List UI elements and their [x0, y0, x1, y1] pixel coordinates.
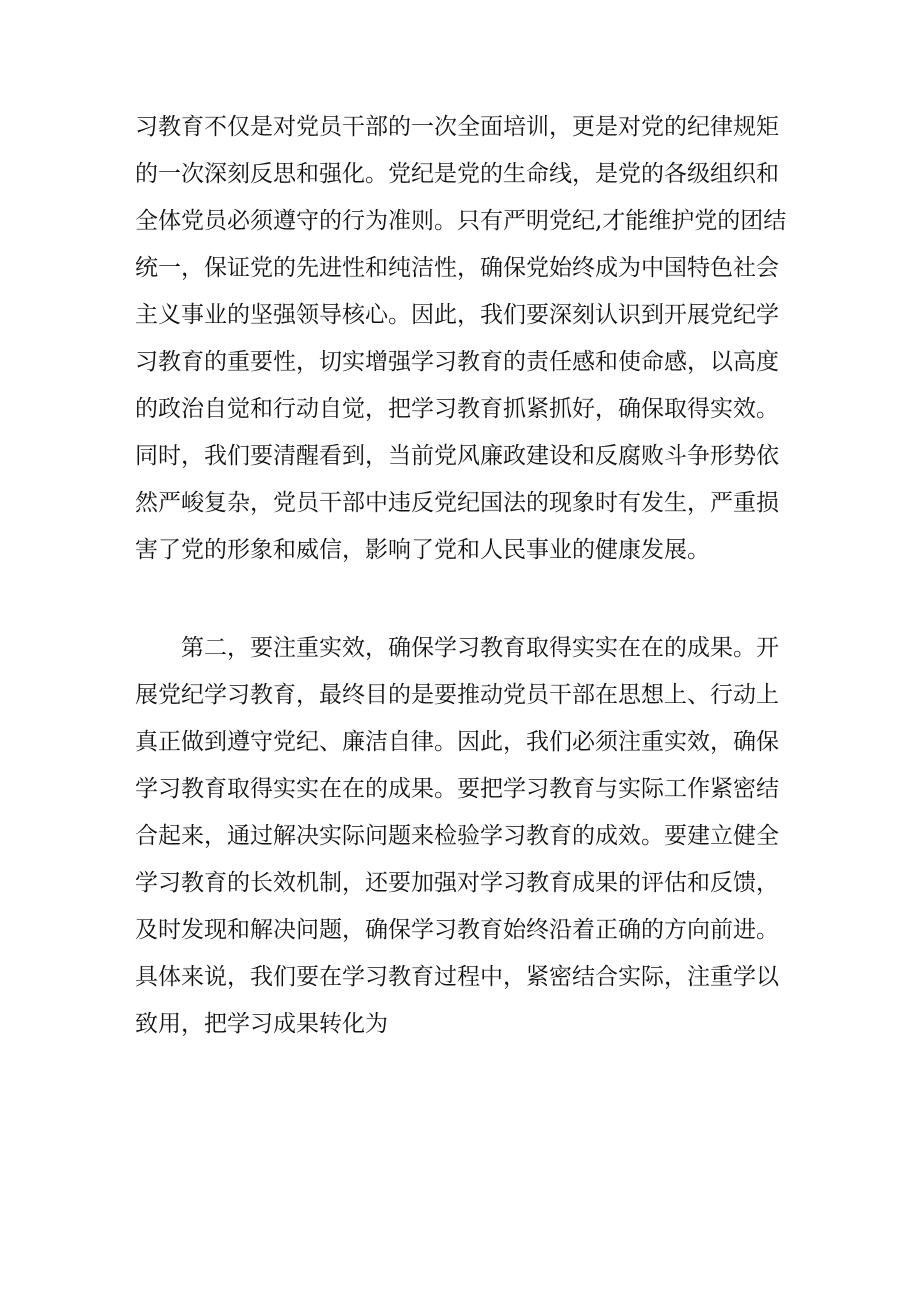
paragraph-1 — [135, 104, 795, 574]
paragraph-line: 第二，要注重实效，确保学习教育取得实实在在的成果。开 — [135, 635, 779, 661]
paragraph-line: 具体来说，我们要在学习教育过程中，紧密结合实际，注重学以 — [135, 964, 779, 990]
paragraph-line: 害了党的形象和威信，影响了党和人民事业的健康发展。 — [135, 537, 710, 563]
paragraph-line: 统一，保证党的先进性和纯洁性，确保党始终成为中国特色社会 — [135, 255, 779, 281]
paragraph-line: 真正做到遵守党纪、廉洁自律。因此，我们必须注重实效，确保 — [135, 729, 779, 755]
paragraph-line: 全体党员必须遵守的行为准则。只有严明党纪,才能维护党的团结 — [135, 208, 787, 234]
paragraph-line: 主义事业的坚强领导核心。因此，我们要深刻认识到开展党纪学 — [135, 302, 779, 328]
paragraph-line: 致用，把学习成果转化为 — [135, 1011, 388, 1037]
paragraph-line: 学习教育的长效机制，还要加强对学习教育成果的评估和反馈， — [135, 870, 779, 896]
paragraph-line: 同时，我们要清醒看到，当前党风廉政建设和反腐败斗争形势依 — [135, 443, 779, 469]
paragraph-2 — [135, 625, 795, 1048]
paragraph-line: 学习教育取得实实在在的成果。要把学习教育与实际工作紧密结 — [135, 776, 779, 802]
paragraph-line: 的一次深刻反思和强化。党纪是党的生命线，是党的各级组织和 — [135, 161, 779, 187]
paragraph-line: 及时发现和解决问题，确保学习教育始终沿着正确的方向前进。 — [135, 917, 779, 943]
paragraph-line: 的政治自觉和行动自觉，把学习教育抓紧抓好，确保取得实效。 — [135, 396, 779, 422]
paragraph-line: 合起来，通过解决实际问题来检验学习教育的成效。要建立健全 — [135, 823, 779, 849]
paragraph-line: 然严峻复杂，党员干部中违反党纪国法的现象时有发生，严重损 — [135, 490, 779, 516]
paragraph-line: 展党纪学习教育，最终目的是要推动党员干部在思想上、行动上 — [135, 682, 779, 708]
paragraph-line: 习教育不仅是对党员干部的一次全面培训，更是对党的纪律规矩 — [135, 114, 779, 140]
paragraph-line: 习教育的重要性，切实增强学习教育的责任感和使命感，以高度 — [135, 349, 779, 375]
